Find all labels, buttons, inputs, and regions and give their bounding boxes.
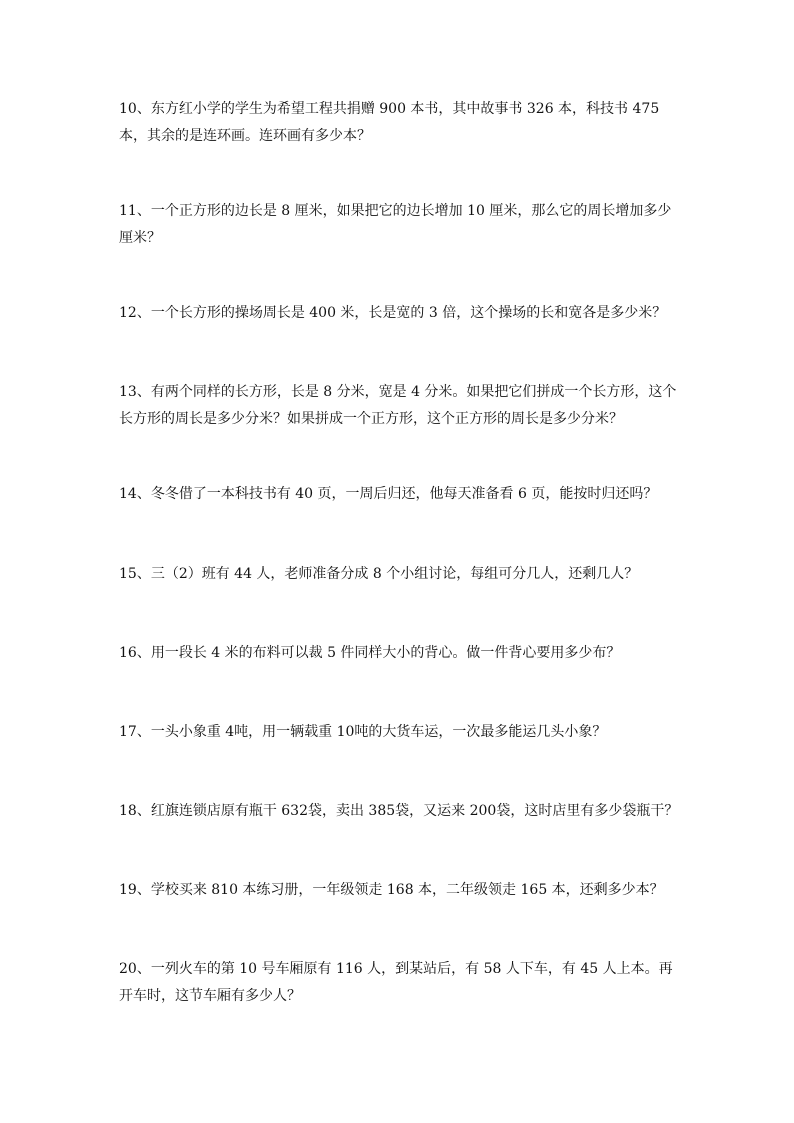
problem-16: 16、用一段长 4 米的布料可以裁 5 件同样大小的背心。做一件背心要用多少布？ <box>119 645 621 661</box>
problem-11: 11、一个正方形的边长是 8 厘米，如果把它的边长增加 10 厘米，那么它的周长增加多少厘米？ <box>119 203 672 246</box>
problem-19: 19、学校买来 810 本练习册，一年级领走 168 本，二年级领走 165 本，还剩多少本？ <box>119 882 664 898</box>
problem-13: 13、有两个同样的长方形，长是 8 分米，宽是 4 分米。如果把它们拼成一个长方形，这个长方形的周长是多少分米？如果拼成一个正方形，这个正方形的周长是多少分米？ <box>119 384 677 427</box>
problem-18: 18、红旗连锁店原有瓶干 632袋，卖出 385袋，又运来 200袋，这时店里有多少袋瓶干？ <box>119 803 679 819</box>
problem-14: 14、冬冬借了一本科技书有 40 页，一周后归还，他每天准备看 6 页，能按时归还吗？ <box>119 486 658 502</box>
problem-10: 10、东方红小学的学生为希望工程共捐赠 900 本书，其中故事书 326 本，科技书 475 本，其余的是连环画。连环画有多少本？ <box>119 101 660 144</box>
problem-17: 17、一头小象重 4吨，用一辆载重 10吨的大货车运，一次最多能运几头小象？ <box>119 724 607 740</box>
problem-20: 20、一列火车的第 10 号车厢原有 116 人，到某站后，有 58 人下车，有 45 人上本。再开车时，这节车厢有多少人？ <box>119 961 673 1004</box>
problem-12: 12、一个长方形的操场周长是 400 米，长是宽的 3 倍，这个操场的长和宽各是多少米？ <box>119 305 667 321</box>
problem-15: 15、三（2）班有 44 人，老师准备分成 8 个小组讨论，每组可分几人，还剩几人？ <box>119 566 639 582</box>
